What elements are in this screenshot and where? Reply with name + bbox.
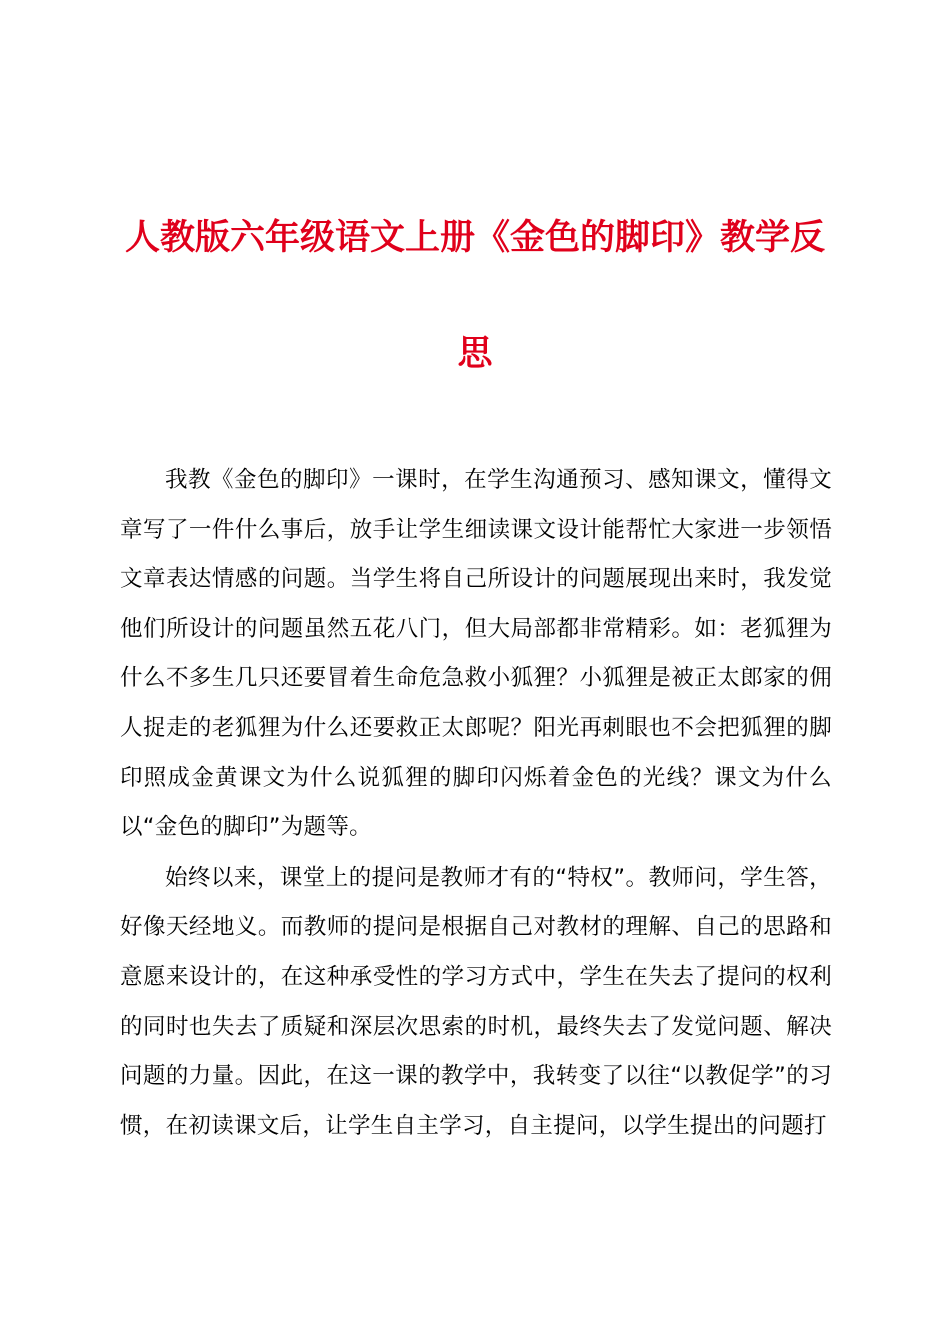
document-title-line-2: 思 (457, 334, 493, 374)
document-body (120, 456, 832, 1152)
body-paragraph-2: 始终以来，课堂上的提问是教师才有的“特权”。教师问，学生答，好像天经地义。而教师的提问是根据自己对教材的理解、自己的思路和意愿来设计的，在这种承受性的学习方式中，学生在失去了提问的权利的同时也失去了质疑和深层次思索的时机，最终失去了发觉问题、解决问题的力量。因此，在这一课的教学中，我转变了以往“以教促学”的习惯，在初读课文后，让学生自主学习，自主提问，以学生提出的问题打 (120, 864, 832, 1139)
document-title-line-1: 人教版六年级语文上册《金色的脚印》教学反 (124, 218, 825, 258)
body-paragraph-1: 我教《金色的脚印》一课时，在学生沟通预习、感知课文，懂得文章写了一件什么事后，放手让学生细读课文设计能帮忙大家进一步领悟文章表达情感的问题。当学生将自己所设计的问题展现出来时，我发觉他们所设计的问题虽然五花八门，但大局部都非常精彩。如：老狐狸为什么不多生几只还要冒着生命危急救小狐狸？小狐狸是被正太郎家的佣人捉走的老狐狸为什么还要救正太郎呢？阳光再刺眼也不会把狐狸的脚印照成金黄课文为什么说狐狸的脚印闪烁着金色的光线？课文为什么以“金色的脚印”为题等。 (120, 467, 832, 841)
